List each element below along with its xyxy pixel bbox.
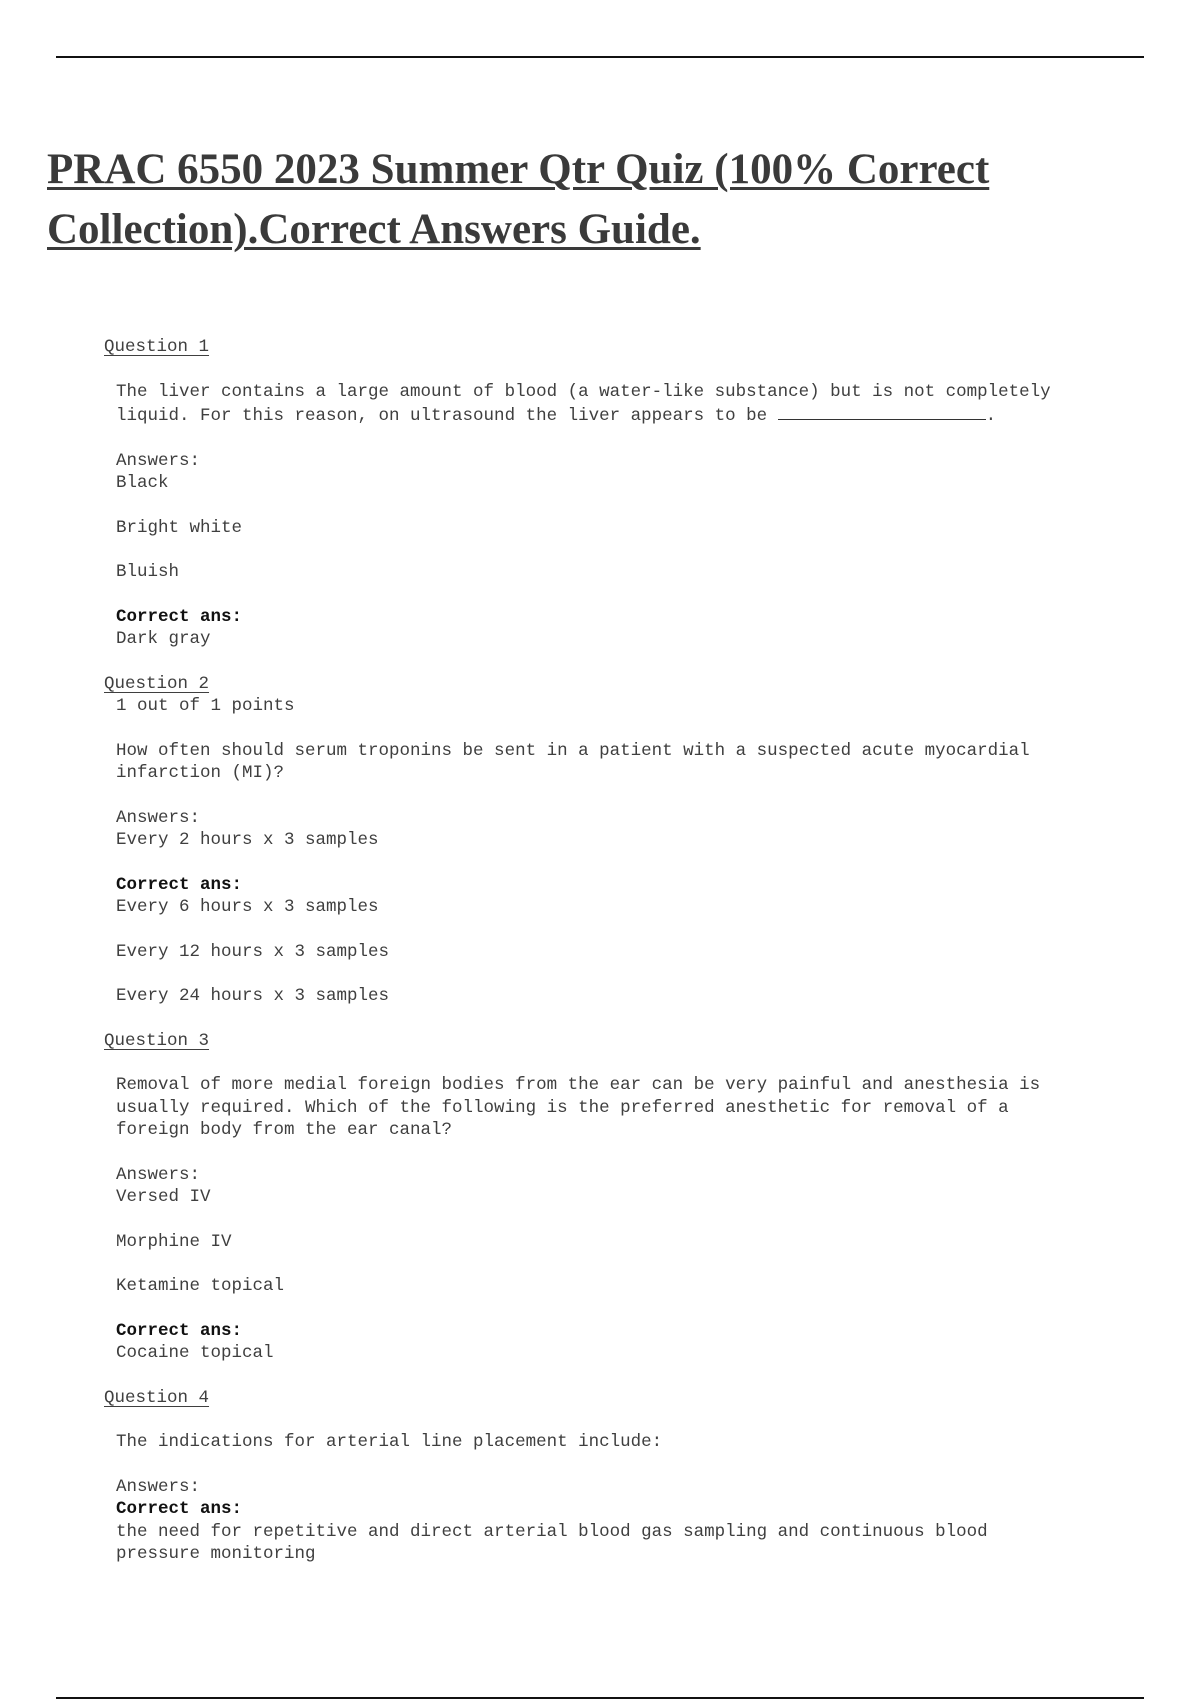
question-heading: Question 2 bbox=[104, 673, 210, 694]
question-heading: Question 3 bbox=[104, 1030, 210, 1051]
question-1 bbox=[105, 336, 1105, 651]
correct-answer-label: Correct ans: bbox=[116, 1499, 243, 1519]
correct-answer: Dark gray bbox=[116, 629, 211, 649]
answers-label: Answers: bbox=[116, 1164, 201, 1185]
answer-option: Every 12 hours x 3 samples bbox=[116, 941, 390, 962]
correct-answer-label: Correct ans: bbox=[116, 1320, 243, 1341]
question-text: Removal of more medial foreign bodies from the ear can be very painful and anesthesia is usually required. Which of the following is the preferred anesthetic for removal of a foreign body from the ear canal? bbox=[116, 1075, 1051, 1140]
question-heading: Question 1 bbox=[104, 337, 210, 357]
answer-option: Bright white bbox=[116, 517, 243, 538]
question-3 bbox=[105, 1030, 1105, 1365]
answer-option: Ketamine topical bbox=[116, 1276, 285, 1296]
answer-option: Bluish bbox=[116, 562, 180, 582]
question-text-end: . bbox=[985, 406, 997, 426]
answer-option: Black bbox=[116, 473, 169, 493]
answers-label: Answers: bbox=[116, 450, 201, 471]
answer-option: Every 2 hours x 3 samples bbox=[116, 830, 379, 850]
question-2 bbox=[105, 673, 1105, 1008]
question-text-part: The liver contains a large amount of blood (a water-like substance) but is not completely liquid. For this reason, on ultrasound the liver appears to be bbox=[116, 381, 1062, 426]
answer-option: Versed IV bbox=[116, 1187, 211, 1207]
question-text: How often should serum troponins be sent in a patient with a suspected acute myocardial infarction (MI)? bbox=[116, 740, 1041, 783]
correct-answer: the need for repetitive and direct arterial blood gas sampling and continuous blood pressure monitoring bbox=[116, 1521, 988, 1564]
document-title: PRAC 6550 2023 Summer Qtr Quiz (100% Correct Collection).Correct Answers Guide. bbox=[47, 146, 990, 253]
answers-label: Answers: bbox=[116, 807, 201, 828]
correct-answer-label: Correct ans: bbox=[116, 874, 243, 895]
quiz-content bbox=[105, 336, 1105, 1588]
answer-option: Every 24 hours x 3 samples bbox=[116, 986, 390, 1006]
correct-answer-label: Correct ans: bbox=[116, 606, 243, 627]
answer-blank bbox=[778, 403, 986, 420]
question-text bbox=[116, 381, 1076, 428]
question-points: 1 out of 1 points bbox=[116, 696, 295, 716]
answer-option: Morphine IV bbox=[116, 1231, 232, 1252]
question-4 bbox=[105, 1387, 1105, 1566]
answers-label: Answers: bbox=[116, 1476, 201, 1497]
bottom-rule bbox=[56, 1697, 1144, 1699]
top-rule bbox=[56, 56, 1144, 58]
correct-answer: Every 6 hours x 3 samples bbox=[116, 897, 379, 917]
correct-answer: Cocaine topical bbox=[116, 1343, 274, 1363]
question-heading: Question 4 bbox=[104, 1387, 210, 1408]
question-text: The indications for arterial line placement include: bbox=[116, 1432, 663, 1452]
